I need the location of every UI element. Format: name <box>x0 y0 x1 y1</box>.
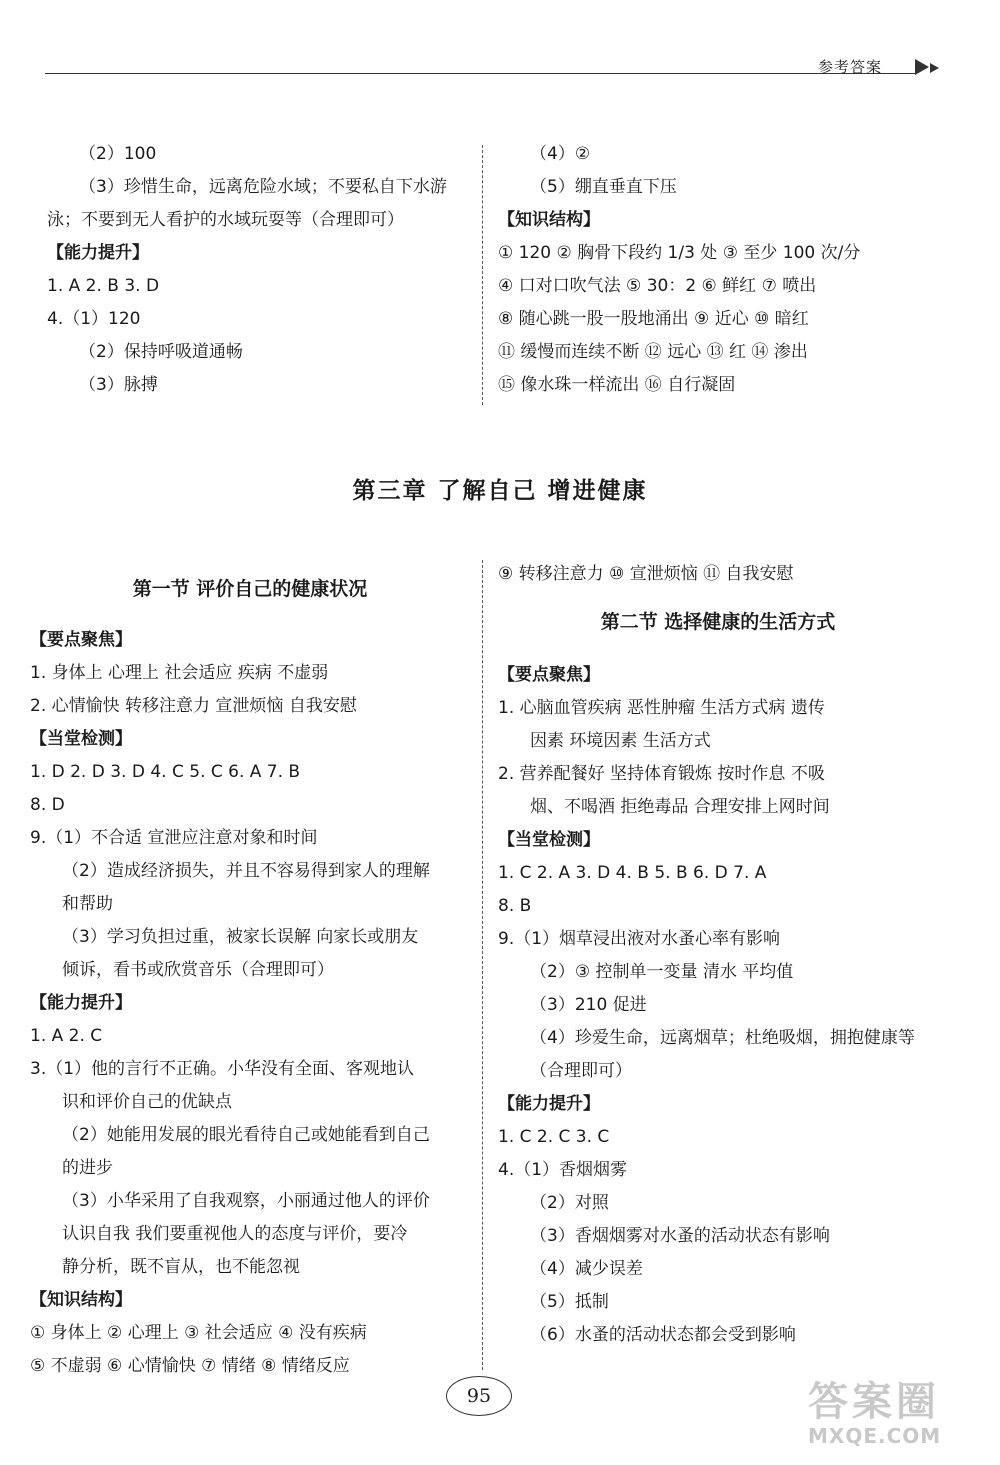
text-line: （5）绷直垂直下压 <box>530 177 677 197</box>
text-line: 1. 心脑血管疾病 恶性肿瘤 生活方式病 遗传 <box>498 698 825 718</box>
section-title: 第二节 选择健康的生活方式 <box>600 611 836 633</box>
column-divider-top <box>482 145 483 405</box>
text-line: （6）水蚤的活动状态都会受到影响 <box>530 1325 796 1345</box>
section-heading: 【要点聚焦】 <box>498 665 600 685</box>
text-line: （3）香烟烟雾对水蚤的活动状态有影响 <box>530 1226 830 1246</box>
text-line: 静分析，既不盲从，也不能忽视 <box>62 1257 300 1277</box>
header-rule <box>45 73 915 74</box>
text-line: （4）减少误差 <box>530 1259 643 1279</box>
text-line: （3）珍惜生命，远离危险水域；不要私自下水游 <box>79 177 447 197</box>
section-heading: 【知识结构】 <box>30 1290 132 1310</box>
text-line: ① 120 ② 胸骨下段约 1/3 处 ③ 至少 100 次/分 <box>498 243 861 263</box>
text-line: （2）造成经济损失，并且不容易得到家人的理解 <box>62 861 430 881</box>
text-line: 1. A 2. B 3. D <box>47 276 160 296</box>
page-number: 95 <box>446 1376 512 1416</box>
text-line: 3.（1）他的言行不正确。小华没有全面、客观地认 <box>30 1059 415 1079</box>
text-line: ⑧ 随心跳一股一股地涌出 ⑨ 近心 ⑩ 暗红 <box>498 309 809 329</box>
chapter-title: 第三章 了解自己 增进健康 <box>352 478 648 504</box>
text-line: 认识自我 我们要重视他人的态度与评价，要冷 <box>62 1224 408 1244</box>
text-line: 8. D <box>30 795 65 815</box>
section-heading: 【当堂检测】 <box>30 729 132 749</box>
text-line: （3）脉搏 <box>79 375 158 395</box>
section-heading: 【能力提升】 <box>30 993 132 1013</box>
text-line: （2）③ 控制单一变量 清水 平均值 <box>530 962 794 982</box>
text-line: 烟、不喝酒 拒绝毒品 合理安排上网时间 <box>530 797 830 817</box>
text-line: ⑨ 转移注意力 ⑩ 宣泄烦恼 ⑪ 自我安慰 <box>498 564 794 584</box>
text-line: ⑮ 像水珠一样流出 ⑯ 自行凝固 <box>498 375 736 395</box>
text-line: （3）小华采用了自我观察，小丽通过他人的评价 <box>62 1191 430 1211</box>
text-line: 的进步 <box>62 1158 113 1178</box>
text-line: 4.（1）香烟烟雾 <box>498 1160 628 1180</box>
text-line: ⑪ 缓慢而连续不断 ⑫ 远心 ⑬ 红 ⑭ 渗出 <box>498 342 808 362</box>
section-heading: 【能力提升】 <box>498 1094 600 1114</box>
header-label: 参考答案 <box>818 58 883 76</box>
text-line: （2）100 <box>79 144 157 164</box>
text-line: （3）210 促进 <box>530 995 647 1015</box>
bottom-left-column <box>30 572 470 1383</box>
text-line: 倾诉，看书或欣赏音乐（合理即可） <box>62 960 334 980</box>
text-line: （合理即可） <box>530 1061 632 1081</box>
section-title: 第一节 评价自己的健康状况 <box>132 578 368 600</box>
section-heading: 【能力提升】 <box>47 243 149 263</box>
text-line: 和帮助 <box>62 894 113 914</box>
text-line: （4）② <box>530 144 591 164</box>
top-right-column <box>498 138 928 402</box>
text-line: 9.（1）烟草浸出液对水蚤心率有影响 <box>498 929 781 949</box>
arrow-icon <box>915 59 929 75</box>
text-line: 1. C 2. C 3. C <box>498 1127 610 1147</box>
text-line: ④ 口对口吹气法 ⑤ 30：2 ⑥ 鲜红 ⑦ 喷出 <box>498 276 817 296</box>
text-line: （2）对照 <box>530 1193 609 1213</box>
text-line: 8. B <box>498 896 532 916</box>
text-line: ① 身体上 ② 心理上 ③ 社会适应 ④ 没有疾病 <box>30 1323 367 1343</box>
watermark <box>808 1380 941 1448</box>
text-line: 1. A 2. C <box>30 1026 103 1046</box>
section-heading: 【知识结构】 <box>498 210 600 230</box>
watermark-logo: 答案圈 <box>808 1379 940 1425</box>
column-divider-bottom <box>482 560 483 1370</box>
text-line: （5）抵制 <box>530 1292 609 1312</box>
text-line: （2）保持呼吸道通畅 <box>79 342 243 362</box>
section-heading: 【当堂检测】 <box>498 830 600 850</box>
text-line: 4.（1）120 <box>47 309 141 329</box>
bottom-right-column <box>498 558 938 1352</box>
text-line: 1. C 2. A 3. D 4. B 5. B 6. D 7. A <box>498 863 767 883</box>
text-line: （2）她能用发展的眼光看待自己或她能看到自己 <box>62 1125 430 1145</box>
top-left-column <box>47 138 467 402</box>
text-line: 2. 心情愉快 转移注意力 宣泄烦恼 自我安慰 <box>30 696 357 716</box>
text-line: （3）学习负担过重，被家长误解 向家长或朋友 <box>62 927 419 947</box>
text-line: 9.（1）不合适 宣泄应注意对象和时间 <box>30 828 318 848</box>
text-line: 1. 身体上 心理上 社会适应 疾病 不虚弱 <box>30 663 329 683</box>
watermark-url: MXQE.COM <box>808 1424 942 1448</box>
section-heading: 【要点聚焦】 <box>30 630 132 650</box>
text-line: 1. D 2. D 3. D 4. C 5. C 6. A 7. B <box>30 762 301 782</box>
text-line: 2. 营养配餐好 坚持体育锻炼 按时作息 不吸 <box>498 764 825 784</box>
text-line: 泳；不要到无人看护的水域玩耍等（合理即可） <box>47 210 404 230</box>
text-line: ⑤ 不虚弱 ⑥ 心情愉快 ⑦ 情绪 ⑧ 情绪反应 <box>30 1356 350 1376</box>
arrow-small-icon <box>930 63 939 73</box>
text-line: （4）珍爱生命，远离烟草；杜绝吸烟，拥抱健康等 <box>530 1028 915 1048</box>
text-line: 因素 环境因素 生活方式 <box>530 731 711 751</box>
text-line: 识和评价自己的优缺点 <box>62 1092 232 1112</box>
